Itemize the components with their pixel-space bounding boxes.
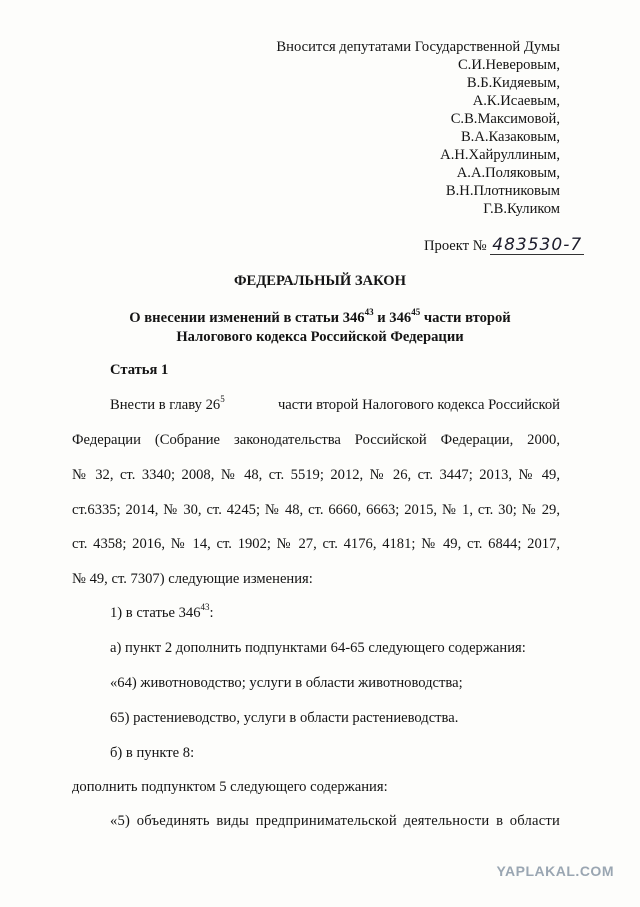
law-title-line1: О внесении изменений в статьи $346^{43}$ и $346^{45}$ части второй bbox=[129, 307, 511, 326]
item-b-text: дополнить подпунктом 5 следующего содержания: bbox=[72, 779, 388, 795]
article-paragraph-line: ст. 4358; 2016, № 14, ст. 1902; № 27, ст. 4176, 4181; № 49, ст. 6844; 2017, bbox=[72, 536, 560, 553]
deputy-name: В.Б.Кидяевым, bbox=[466, 75, 560, 91]
item-a: а) пункт 2 дополнить подпунктами 64-65 следующего содержания: bbox=[110, 640, 526, 656]
project-label: Проект № bbox=[424, 238, 487, 254]
deputy-name: Г.В.Куликом bbox=[483, 201, 560, 217]
deputy-name: С.В.Максимовой, bbox=[450, 111, 560, 127]
deputy-name: А.А.Поляковым, bbox=[456, 165, 560, 181]
article-paragraph-first-line: Внести в главу $26^5$ части второй Налогового кодекса Российской bbox=[110, 394, 560, 413]
item-5: «5) объединять виды предпринимательской деятельности в области bbox=[110, 813, 560, 829]
deputy-name: В.А.Казаковым, bbox=[460, 129, 560, 145]
item-b: б) в пункте 8: bbox=[110, 745, 195, 761]
article-heading: Статья 1 bbox=[110, 362, 169, 378]
deputy-name: А.К.Исаевым, bbox=[472, 93, 560, 109]
project-handwritten-number: 483530-7 bbox=[492, 235, 583, 255]
introducer-line: Вносится депутатами Государственной Думы bbox=[276, 39, 560, 55]
deputy-name: С.И.Неверовым, bbox=[457, 57, 560, 73]
item-64: «64) животноводство; услуги в области животноводства; bbox=[110, 675, 463, 691]
item-65: 65) растениеводство, услуги в области растениеводства. bbox=[110, 710, 459, 726]
article-paragraph-line: ст.6335; 2014, № 30, ст. 4245; № 48, ст. 6660, 6663; 2015, № 1, ст. 30; № 29, bbox=[72, 501, 560, 518]
deputy-name: В.Н.Плотниковым bbox=[445, 183, 560, 199]
watermark: YAPLAKAL.COM bbox=[496, 863, 614, 879]
article-paragraph-line: Федерации (Собрание законодательства Российской Федерации, 2000, bbox=[72, 432, 560, 448]
law-title-line2: Налогового кодекса Российской Федерации bbox=[176, 329, 464, 345]
article-paragraph-line: № 32, ст. 3340; 2008, № 48, ст. 5519; 2012, № 26, ст. 3447; 2013, № 49, bbox=[72, 466, 560, 483]
deputy-name: А.Н.Хайруллиным, bbox=[440, 147, 560, 163]
project-number bbox=[424, 236, 584, 255]
article-paragraph-line: № 49, ст. 7307) следующие изменения: bbox=[72, 571, 313, 588]
law-type: ФЕДЕРАЛЬНЫЙ ЗАКОН bbox=[234, 273, 406, 289]
item-1: 1) в статье $346^{43}$: bbox=[110, 602, 214, 621]
